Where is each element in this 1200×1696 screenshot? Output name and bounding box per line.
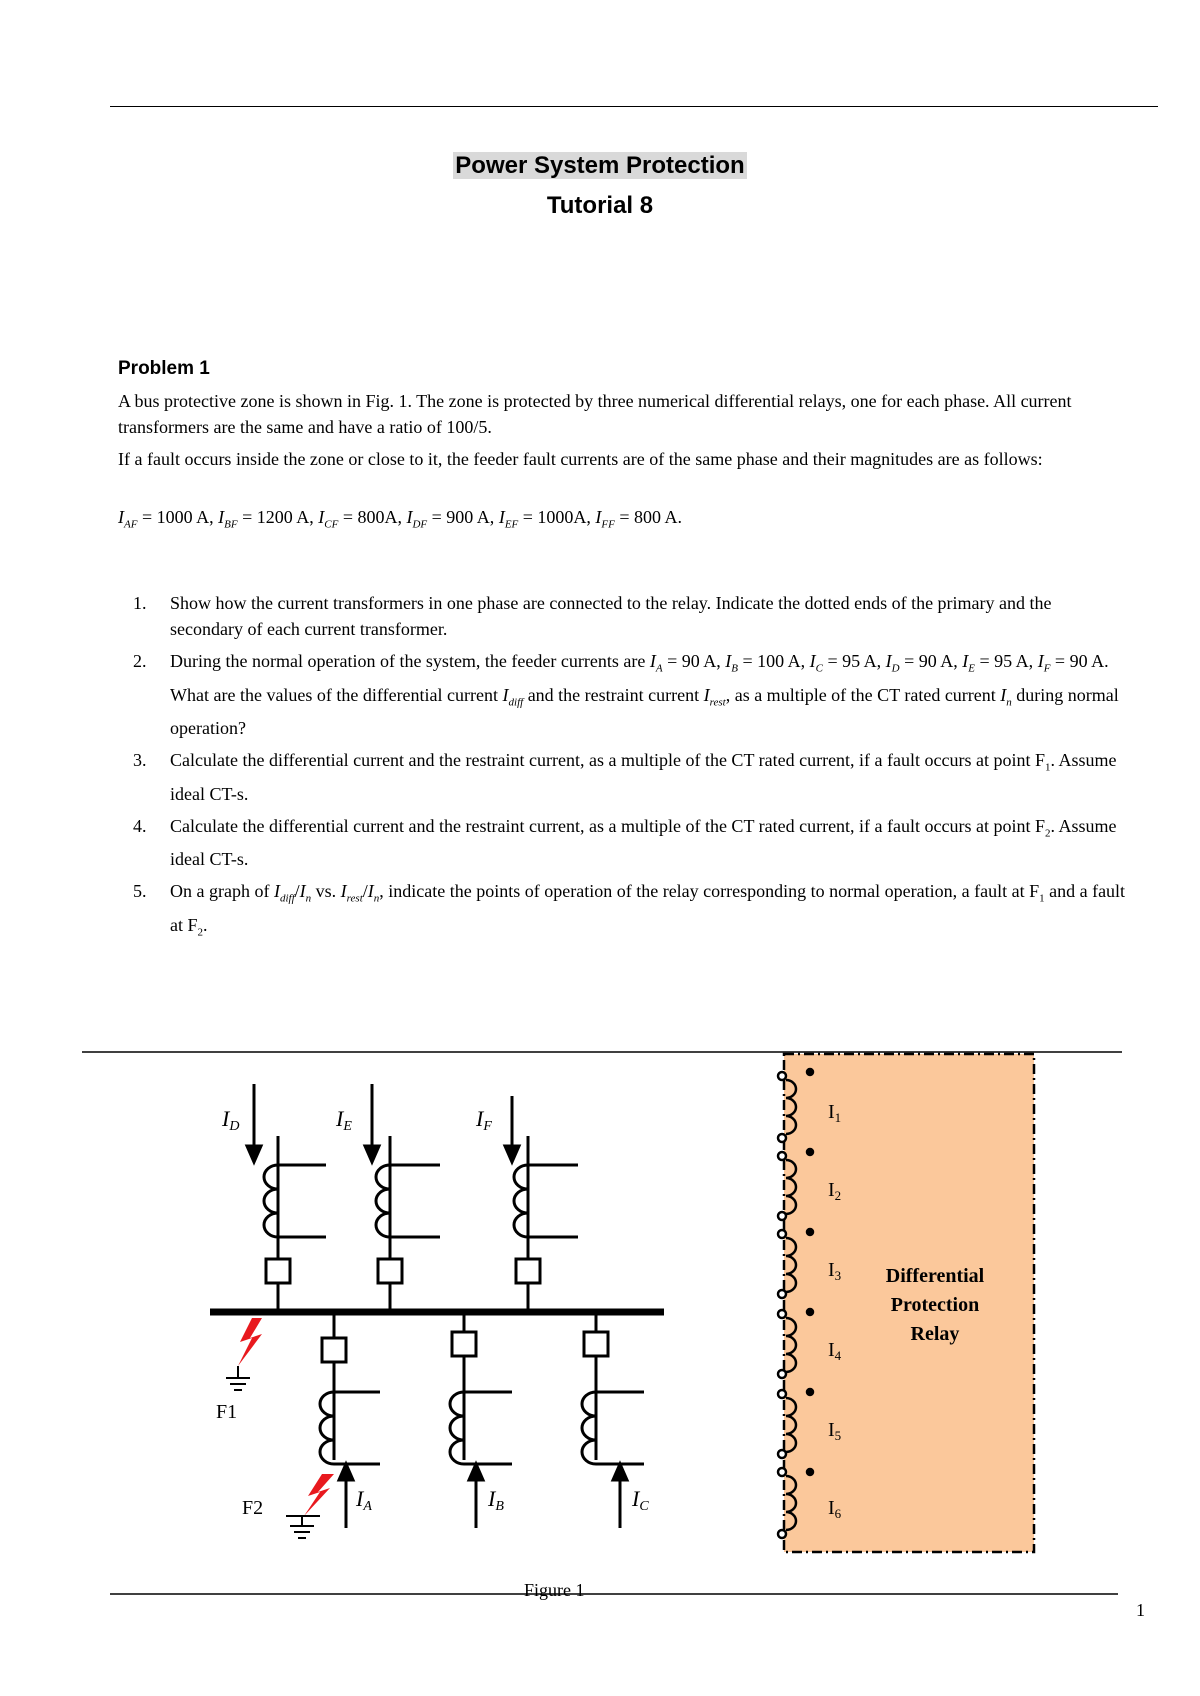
label-id: ID [222,1106,240,1134]
problem-heading: Problem 1 [118,358,210,379]
relay-label [862,1262,1008,1349]
label-i4: $I_4$ [828,1339,842,1363]
arrow-ia [339,1464,353,1528]
arrow-id [247,1084,261,1162]
figure-caption: Figure 1 [524,1580,585,1600]
fault-current-cf: $I_{CF} = 800A$, [318,507,402,531]
page-subtitle: Tutorial 8 [546,192,654,219]
problem-paragraph-2: If a fault occurs inside the zone or close to it, the feeder fault currents are of the same phase and their magnitudes are as follows: [118,449,1043,469]
feeder-d [264,1136,326,1312]
feeder-a [320,1312,380,1464]
relay-label-line-3: Relay [910,1323,960,1345]
page-title-text: Power System Protection [455,152,745,179]
fault-current-bf: $I_{BF} = 1200$ A, [218,507,314,531]
label-i5: $I_5$ [828,1419,842,1443]
fault-current-ff: $I_{FF} = 800$ A. [595,507,683,531]
page-number: 1 [1136,1600,1145,1620]
label-ic: IC [632,1486,649,1514]
label-f2: F2 [242,1497,264,1519]
feeder-f [514,1136,578,1312]
task-item-3: 3. Calculate the differential current and the restraint current, as a multiple of the CT rated current, if a fault occurs at point $F_1$. Assume ideal CT-s. [133,750,1117,804]
feeder-e [376,1136,440,1312]
task-item-2: 2. During the normal operation of the system, the feeder currents are $I_A = 90$ A, $I_B = 100$ A, $I_C = 95$ A, $I_D = 90$ A, $I_E = 95$ A, $I_F = 90$ A. What are the values of the differential current $I_{diff}$ and the restraint current $I_{rest}$, as a multiple of the CT rated current $I_n$ during normal operation? [133,651,1119,739]
arrow-ic [613,1464,627,1528]
arrow-ib [469,1464,483,1528]
label-if: IF [476,1106,492,1134]
label-f1: F1 [216,1401,238,1423]
label-ie: IE [336,1106,352,1134]
feeder-b [450,1312,512,1464]
problem-paragraph-1: A bus protective zone is shown in Fig. 1. The zone is protected by three numerical differential relays, one for each phase. All current transformers are the same and have a ratio of 100/5. [118,391,1072,437]
feeder-c [582,1312,644,1464]
label-i6: $I_6$ [828,1497,842,1521]
fault-current-ef: $I_{EF} = 1000A$, [498,507,591,531]
arrow-if [505,1096,519,1162]
arrow-ie [365,1084,379,1162]
fault-current-df: $I_{DF} = 900$ A, [406,507,495,531]
fault-current-af: $I_{AF} = 1000$ A, [118,507,214,531]
task-item-5: 5. On a graph of $I_{diff}/I_n$ vs. $I_{rest}/I_n$, indicate the points of operation of the relay corresponding to normal operation, a fault at $F_1$ and a fault at $F_2$. [133,881,1126,939]
fault-bolt-f2 [286,1474,334,1538]
task-item-4: 4. Calculate the differential current and the restraint current, as a multiple of the CT rated current, if a fault occurs at point $F_2$. Assume ideal CT-s. [133,815,1117,870]
label-ia: IA [356,1486,372,1514]
relay-label-line-1: Differential [885,1265,985,1287]
label-i3: $I_3$ [828,1259,842,1283]
label-i1: $I_1$ [828,1101,842,1125]
label-i2: $I_2$ [828,1179,842,1203]
fault-bolt-f1 [226,1318,262,1390]
relay-label-line-2: Protection [890,1294,980,1316]
label-ib: IB [488,1486,504,1514]
task-item-1: 1. Show how the current transformers in one phase are connected to the relay. Indicate the dotted ends of the primary and the secondary of each current transformer. [133,593,1052,639]
